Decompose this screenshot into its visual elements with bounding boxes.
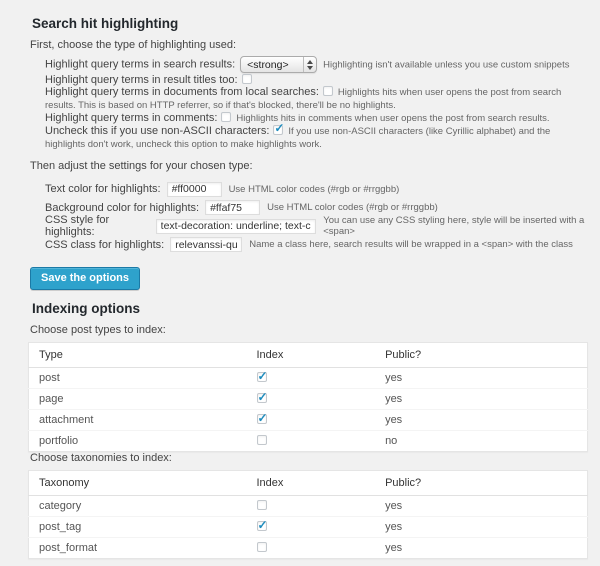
settings-page: [0, 16, 600, 559]
css-class-input[interactable]: [170, 237, 242, 252]
taxonomies-intro: Choose taxonomies to index:: [30, 452, 172, 464]
adjust-intro: Then adjust the settings for your chosen type:: [30, 160, 253, 172]
public-header: Public?: [375, 343, 587, 368]
css-style-label: CSS style for highlights:: [45, 214, 110, 239]
highlight-titles-checkbox[interactable]: [242, 74, 252, 84]
css-class-label: CSS class for highlights:: [45, 238, 165, 251]
highlight-search-results-desc: Highlighting isn't available unless you use custom snippets: [323, 59, 570, 71]
table-row: [29, 496, 588, 517]
select-stepper-icon: [303, 57, 316, 72]
public-cell: yes: [375, 368, 587, 389]
table-row: [29, 538, 588, 559]
index-checkbox[interactable]: [257, 542, 267, 552]
public-cell: yes: [375, 517, 587, 538]
index-checkbox[interactable]: [257, 435, 267, 445]
text-color-input[interactable]: [167, 182, 222, 197]
highlight-comments-desc: Highlights hits in comments when user opens the post from search results.: [236, 113, 550, 124]
index-cell: [247, 431, 376, 452]
highlight-documents-checkbox[interactable]: [323, 86, 333, 96]
post-types-table: [28, 342, 588, 452]
taxonomies-table: [28, 470, 588, 559]
non-ascii-desc: If you use non-ASCII characters (like Cyrillic alphabet) and the highlights don't work, uncheck this option to make highlights work.: [45, 126, 551, 150]
background-color-input[interactable]: [205, 200, 260, 215]
table-row: [29, 389, 588, 410]
highlighting-section-title: Search hit highlighting: [32, 16, 179, 31]
select-value: <strong>: [247, 59, 289, 71]
taxonomy-cell: post_format: [39, 542, 98, 554]
table-header-row: [29, 471, 588, 496]
highlight-search-results-row: [45, 55, 588, 74]
highlight-type-rows: [45, 55, 588, 151]
background-color-label: Background color for highlights:: [45, 201, 200, 214]
non-ascii-row: [45, 125, 588, 151]
index-checkbox[interactable]: [257, 414, 267, 424]
taxonomy-cell: category: [29, 496, 247, 517]
css-class-desc: Name a class here, search results will be wrapped in a <span> with the class: [249, 239, 573, 251]
type-header: Type: [29, 343, 247, 368]
css-style-row: [45, 214, 588, 239]
index-cell: [247, 410, 376, 431]
public-header: Public?: [375, 471, 587, 496]
table-row: [29, 517, 588, 538]
highlight-documents-label: Highlight query terms in documents from local searches:: [45, 86, 319, 98]
highlight-comments-label: Highlight query terms in comments:: [45, 112, 218, 124]
non-ascii-checkbox[interactable]: [273, 125, 283, 135]
text-color-row: [45, 180, 588, 199]
public-cell: yes: [375, 496, 587, 517]
highlight-documents-desc: Highlights hits when user opens the post from search results. This is based on HTTP referrer, so if that's blocked, there'll be no highlights.: [45, 87, 562, 111]
index-cell: [247, 496, 376, 517]
index-cell: [247, 538, 376, 559]
public-cell: yes: [385, 542, 403, 554]
table-row: [29, 431, 588, 452]
type-cell: post: [29, 368, 247, 389]
highlight-comments-checkbox[interactable]: [221, 112, 231, 122]
index-checkbox[interactable]: [257, 500, 267, 510]
public-cell: no: [385, 435, 398, 447]
index-header: Index: [247, 343, 376, 368]
type-cell: page: [29, 389, 247, 410]
highlight-comments-row: [45, 112, 588, 125]
post-types-intro: Choose post types to index:: [30, 324, 166, 336]
type-cell: attachment: [29, 410, 247, 431]
type-cell: portfolio: [39, 435, 79, 447]
text-color-desc: Use HTML color codes (#rgb or #rrggbb): [228, 183, 400, 195]
css-class-row: [45, 236, 588, 255]
highlight-search-results-label: Highlight query terms in search results:: [45, 58, 236, 71]
index-cell: [247, 389, 376, 410]
highlight-settings: [45, 180, 588, 254]
save-options-button[interactable]: Save the options: [30, 267, 140, 290]
highlight-documents-row: [45, 86, 588, 112]
public-cell: yes: [375, 410, 587, 431]
background-color-desc: Use HTML color codes (#rgb or #rrggbb): [267, 202, 438, 214]
css-style-desc: You can use any CSS styling here, style will be inserted with a <span>: [323, 215, 585, 238]
css-style-input[interactable]: [156, 219, 317, 234]
highlight-titles-label: Highlight query terms in result titles too:: [45, 74, 238, 86]
index-cell: [247, 517, 376, 538]
non-ascii-label: Uncheck this if you use non-ASCII characters:: [45, 125, 270, 137]
highlight-titles-row: [45, 74, 588, 86]
highlight-type-select[interactable]: [240, 56, 317, 73]
table-row: [29, 410, 588, 431]
text-color-label: Text color for highlights:: [45, 183, 161, 196]
highlighting-intro: First, choose the type of highlighting used:: [30, 39, 237, 51]
taxonomy-header: Taxonomy: [29, 471, 247, 496]
table-header-row: [29, 343, 588, 368]
public-cell: yes: [375, 389, 587, 410]
index-checkbox[interactable]: [257, 521, 267, 531]
index-checkbox[interactable]: [257, 393, 267, 403]
table-row: [29, 368, 588, 389]
indexing-section-title: Indexing options: [32, 301, 140, 316]
index-header: Index: [247, 471, 376, 496]
index-cell: [247, 368, 376, 389]
taxonomy-cell: post_tag: [29, 517, 247, 538]
index-checkbox[interactable]: [257, 372, 267, 382]
